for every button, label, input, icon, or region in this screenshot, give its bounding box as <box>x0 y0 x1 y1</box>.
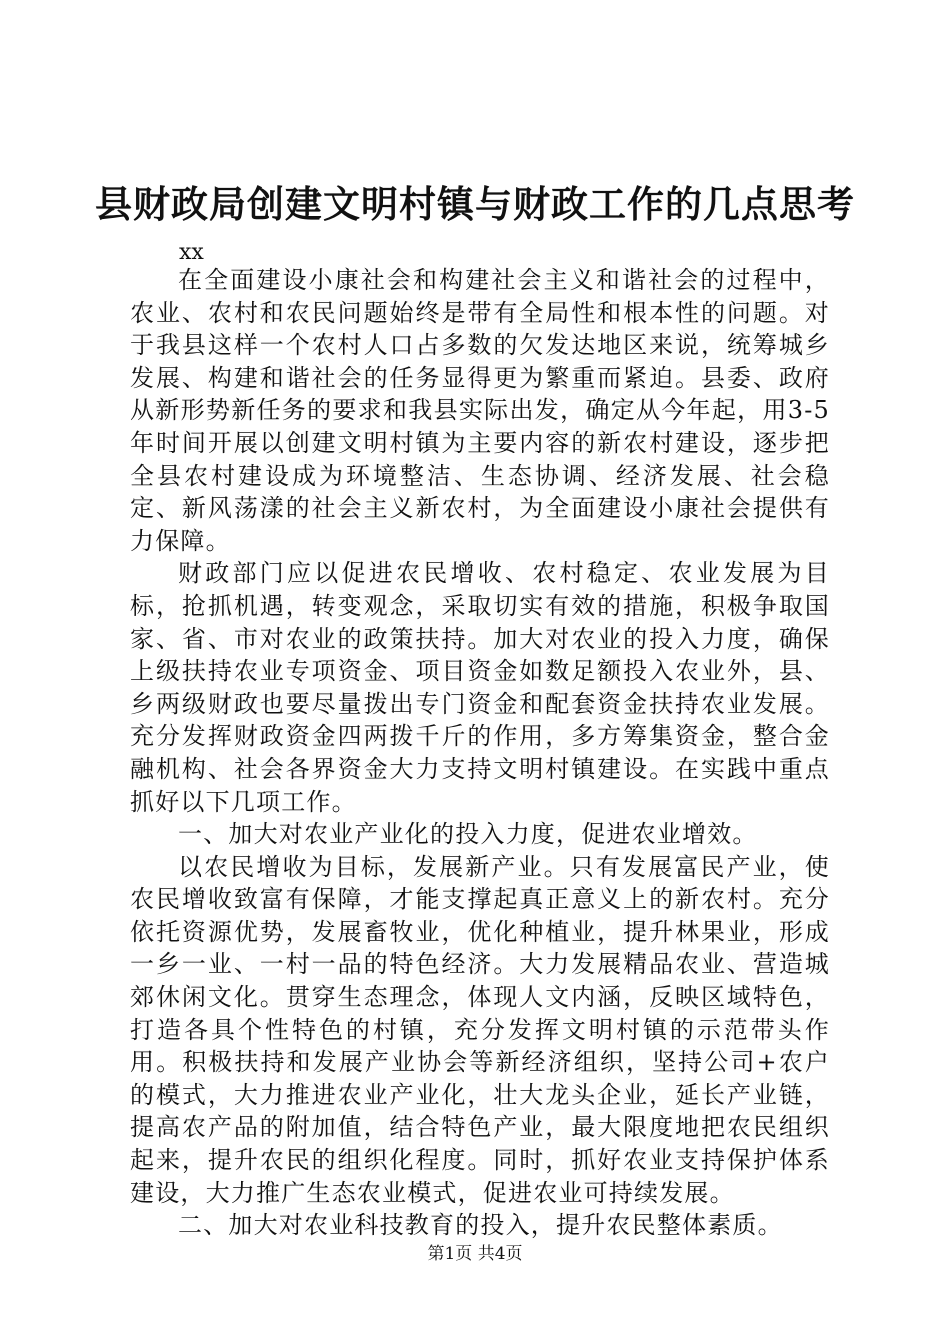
document-body <box>130 264 830 1242</box>
document-title: 县财政局创建文明村镇与财政工作的几点思考 <box>95 182 855 226</box>
paragraph-finance-role: 财政部门应以促进农民增收、农村稳定、农业发展为目标，抢抓机遇，转变观念，采取切实有效的措施，积极争取国家、省、市对农业的政策扶持。加大对农业的投入力度，确保上级扶持农业专项资金、项目资金如数足额投入农业外，县、乡两级财政也要尽量拨出专门资金和配套资金扶持农业发展。充分发挥财政资金四两拨千斤的作用，多方筹集资金，整合金融机构、社会各界资金大力支持文明村镇建设。在实践中重点抓好以下几项工作。 <box>130 559 830 816</box>
page-footer: 第1页 共4页 <box>427 1244 523 1264</box>
document-author: xx <box>179 240 204 265</box>
section-heading-1: 一、加大对农业产业化的投入力度，促进农业增效。 <box>178 820 758 849</box>
paragraph-intro: 在全面建设小康社会和构建社会主义和谐社会的过程中，农业、农村和农民问题始终是带有全局性和根本性的问题。对于我县这样一个农村人口占多数的欠发达地区来说，统筹城乡发展、构建和谐社会的任务显得更为繁重而紧迫。县委、政府从新形势新任务的要求和我县实际出发，确定从今年起，用3-5年时间开展以创建文明村镇为主要内容的新农村建设，逐步把全县农村建设成为环境整洁、生态协调、经济发展、社会稳定、新风荡漾的社会主义新农村，为全面建设小康社会提供有力保障。 <box>130 266 830 555</box>
section-heading-2: 二、加大对农业科技教育的投入，提升农民整体素质。 <box>178 1211 783 1240</box>
paragraph-industry: 以农民增收为目标，发展新产业。只有发展富民产业，使农民增收致富有保障，才能支撑起真正意义上的新农村。充分依托资源优势，发展畜牧业，优化种植业，提升林果业，形成一乡一业、一村一品的特色经济。大力发展精品农业、营造城郊休闲文化。贯穿生态理念，体现人文内涵，反映区域特色，打造各具个性特色的村镇，充分发挥文明村镇的示范带头作用。积极扶持和发展产业协会等新经济组织，坚持公司+农户的模式，大力推进农业产业化，壮大龙头企业，延长产业链，提高农产品的附加值，结合特色产业，最大限度地把农民组织起来，提升农民的组织化程度。同时，抓好农业支持保护体系建设，大力推广生态农业模式，促进农业可持续发展。 <box>130 852 830 1207</box>
